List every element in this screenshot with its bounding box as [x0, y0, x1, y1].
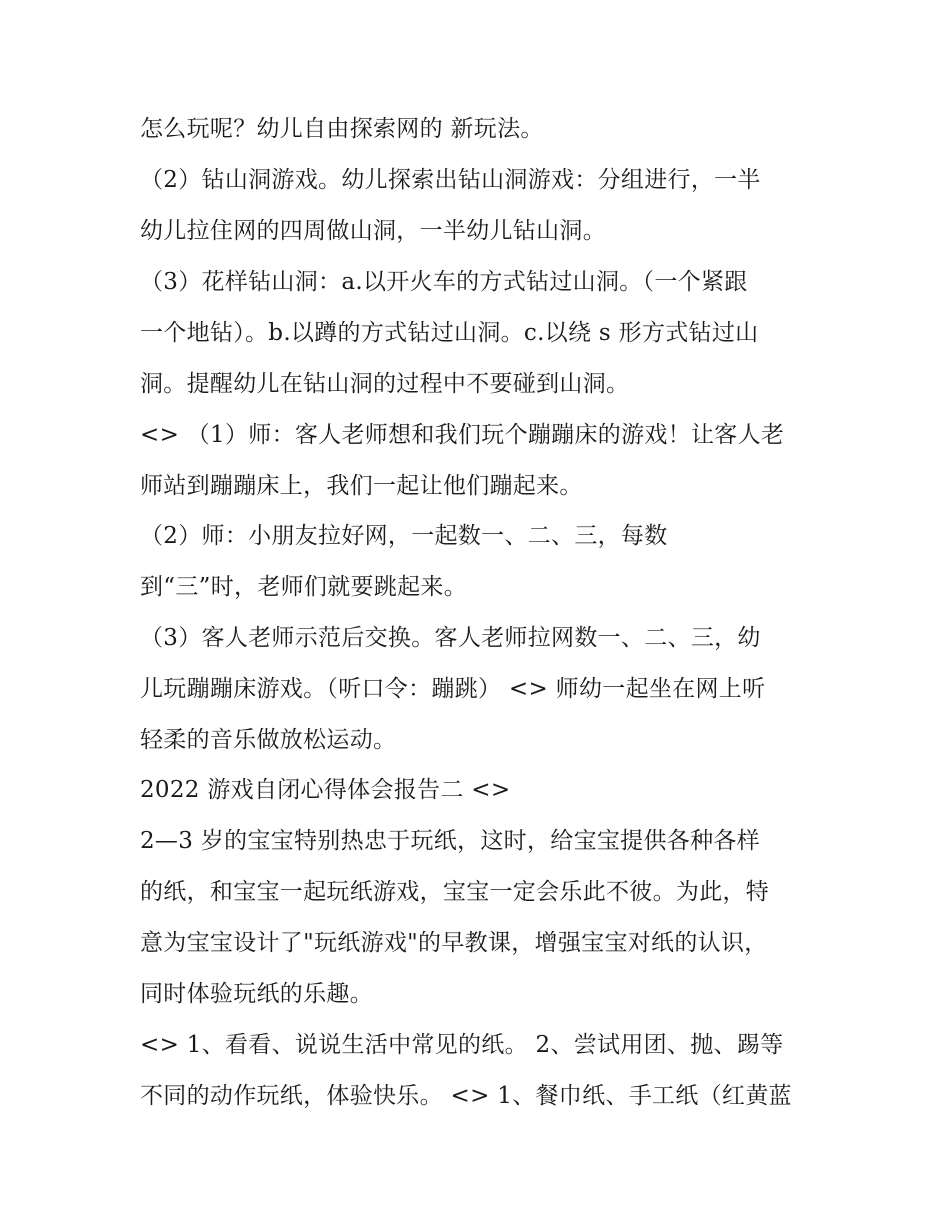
text-line: 同时体验玩纸的乐趣。 [140, 981, 373, 1007]
text-line: 一个地钻）。b.以蹲的方式钻过山洞。c.以绕 s 形方式钻过山 [140, 320, 759, 346]
text-line: 怎么玩呢？幼儿自由探索网的 新玩法。 [140, 116, 544, 142]
text-line: 2—3 岁的宝宝特别热忠于玩纸，这时，给宝宝提供各种各样 [140, 828, 760, 854]
text-line: 师站到蹦蹦床上，我们一起让他们蹦起来。 [140, 473, 583, 499]
text-line: 意为宝宝设计了"玩纸游戏"的早教课，增强宝宝对纸的认识， [140, 930, 768, 956]
text-line: 轻柔的音乐做放松运动。 [140, 727, 397, 753]
text-line: <> （1）师：客人老师想和我们玩个蹦蹦床的游戏！让客人老 [140, 422, 785, 448]
text-line: （3）花样钻山洞：a.以开火车的方式钻过山洞。（一个紧跟 [140, 269, 748, 295]
text-line: （2）师：小朋友拉好网，一起数一、二、三，每数 [140, 523, 668, 549]
text-line: 洞。提醒幼儿在钻山洞的过程中不要碰到山洞。 [140, 371, 630, 397]
section-heading: 2022 游戏自闭心得体会报告二 <> [140, 777, 511, 803]
text-line: 幼儿拉住网的四周做山洞，一半幼儿钻山洞。 [140, 218, 606, 244]
text-line: 儿玩蹦蹦床游戏。（听口令：蹦跳） <> 师幼一起坐在网上听 [140, 676, 766, 702]
text-line: 到“三”时，老师们就要跳起来。 [140, 574, 468, 600]
text-line: 的纸，和宝宝一起玩纸游戏，宝宝一定会乐此不彼。为此，特 [140, 879, 770, 905]
text-line: （3）客人老师示范后交换。客人老师拉网数一、二、三，幼 [140, 625, 761, 651]
text-line: 不同的动作玩纸，体验快乐。 <> 1、餐巾纸、手工纸（红黄蓝 [140, 1083, 792, 1109]
text-line: <> 1、看看、说说生活中常见的纸。 2、尝试用团、抛、踢等 [140, 1032, 784, 1058]
text-line: （2）钻山洞游戏。幼儿探索出钻山洞游戏：分组进行，一半 [140, 167, 761, 193]
